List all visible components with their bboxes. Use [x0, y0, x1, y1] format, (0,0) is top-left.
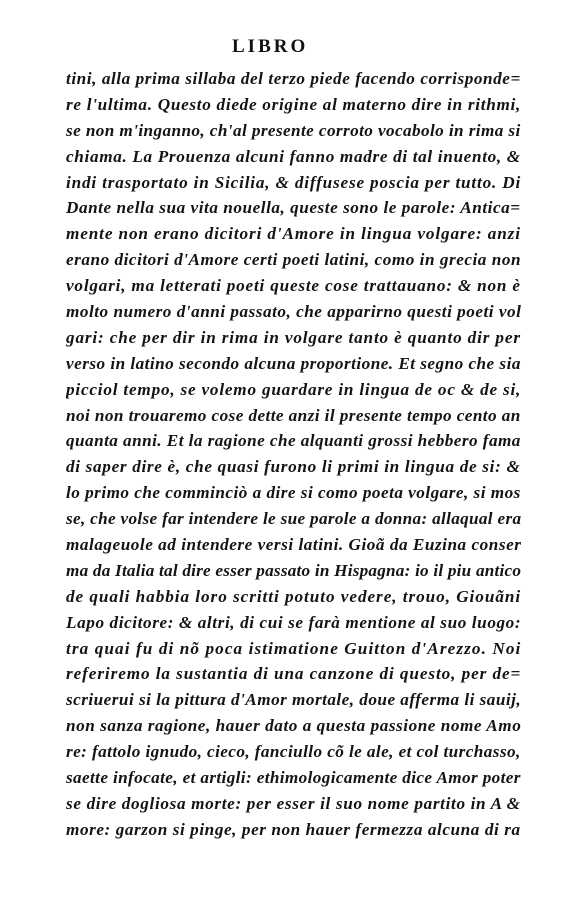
text-line: tini, alla prima sillaba del terzo piede facendo corrisponde=: [66, 69, 521, 88]
text-line: volgari, ma letterati poeti queste cose trattauano: & non è: [66, 276, 521, 296]
text-line: ma da Italia tal dire esser passato in Hispagna: io il piu antico: [66, 560, 521, 580]
text-line: se non m'inganno, ch'al presente corroto vocabolo in rima si: [66, 120, 521, 140]
text-line: se, che volse far intendere le sue parole a donna: allaqual era: [66, 509, 521, 529]
text-line: non sanza ragione, hauer dato a questa passione nome Amo: [66, 716, 521, 736]
text-line: Lapo dicitore: & altri, di cui se farà mentione al suo luogo:: [66, 612, 521, 632]
text-line: quanta anni. Et la ragione che alquanti grossi hebbero fama: [66, 431, 521, 451]
text-line: malageuole ad intendere versi latini. Gioã da Euzina conser: [66, 535, 521, 555]
text-line: referiremo la sustantia di una canzone di questo, per de=: [66, 664, 521, 684]
text-line: re: fattolo ignudo, cieco, fanciullo cõ le ale, et col turchasso,: [66, 742, 521, 762]
text-line: verso in latino secondo alcuna proportione. Et segno che sia: [66, 353, 521, 373]
text-line: Dante nella sua vita nouella, queste sono le parole: Antica=: [66, 198, 521, 218]
text-line: de quali habbia loro scritti potuto vedere, trouo, Giouãni: [66, 586, 521, 606]
text-line: gari: che per dir in rima in volgare tanto è quanto dir per: [66, 327, 521, 347]
text-line: se dire dogliosa morte: per esser il suo nome partito in A &: [66, 793, 521, 813]
text-line: chiama. La Prouenza alcuni fanno madre di tal inuento, &: [66, 146, 521, 166]
text-line: re l'ultima. Questo diede origine al materno dire in rithmi,: [66, 94, 521, 114]
text-line: picciol tempo, se volemo guardare in lingua de oc & de si,: [66, 379, 521, 399]
running-head: LIBRO: [232, 36, 309, 57]
text-line: erano dicitori d'Amore certi poeti latini, como in grecia non: [66, 250, 521, 270]
text-line: tra quai fu di nõ poca istimatione Guitton d'Arezzo. Noi: [66, 638, 521, 658]
text-block: [66, 66, 521, 843]
text-line: more: garzon si pinge, per non hauer fermezza alcuna di ra: [66, 819, 521, 839]
text-line: mente non erano dicitori d'Amore in lingua volgare: anzi: [66, 224, 521, 244]
text-line: saette infocate, et artigli: ethimologicamente dice Amor poter: [66, 768, 521, 788]
text-line: noi non trouaremo cose dette anzi il presente tempo cento an: [66, 405, 521, 425]
text-line: di saper dire è, che quasi furono li primi in lingua de si: &: [66, 457, 521, 477]
text-line: scriuerui si la pittura d'Amor mortale, doue afferma li sauij,: [66, 690, 521, 710]
text-line: indi trasportato in Sicilia, & diffusese poscia per tutto. Di: [66, 172, 521, 192]
text-line: lo primo che comminciò a dire si como poeta volgare, si mos: [66, 483, 521, 503]
text-line: molto numero d'anni passato, che apparirno questi poeti vol: [66, 302, 521, 322]
